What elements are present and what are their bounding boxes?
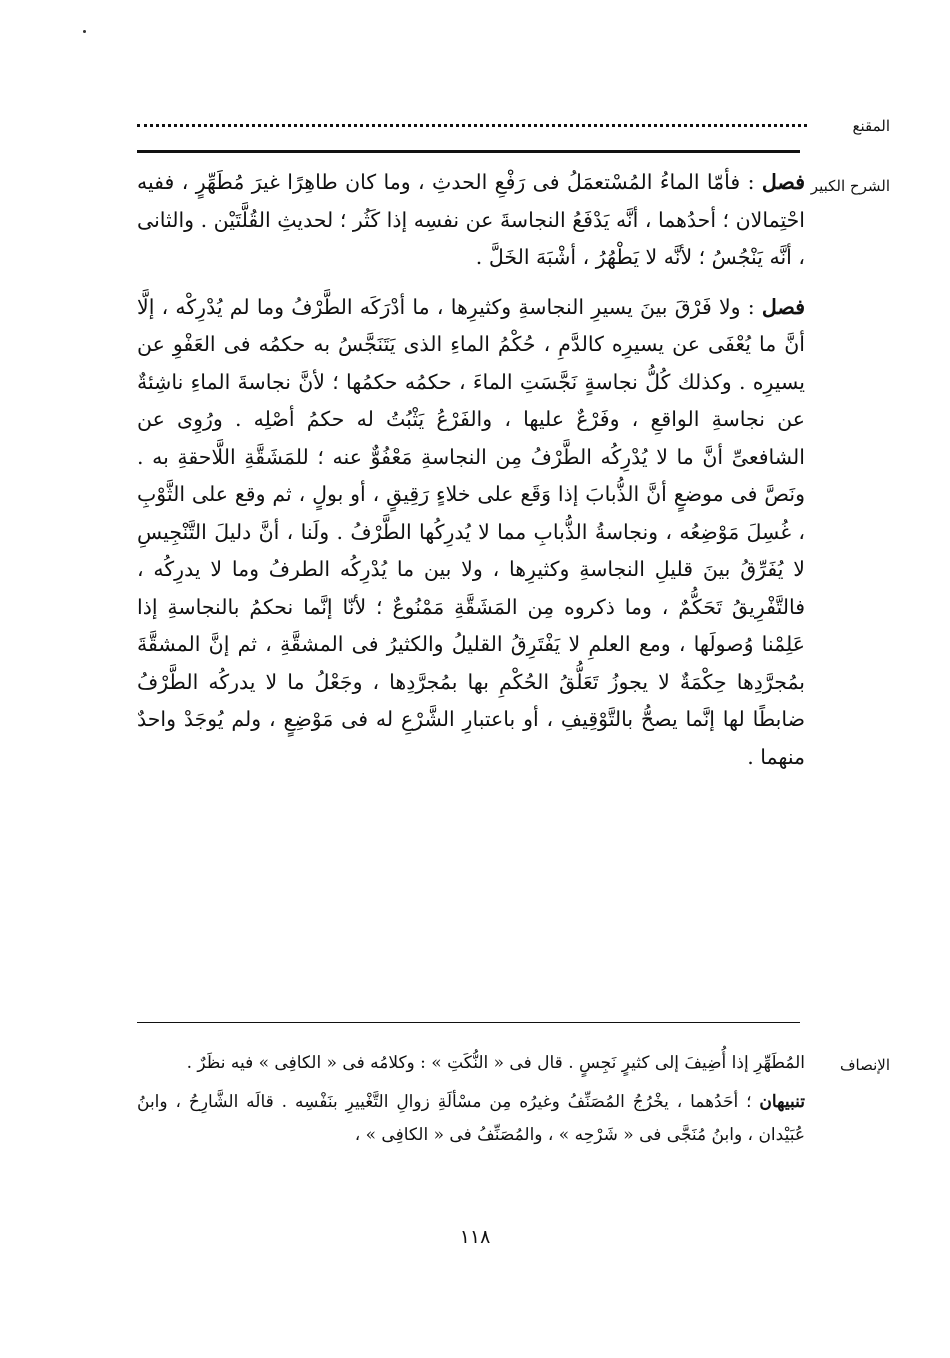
insaf-paragraph-1 bbox=[137, 1047, 805, 1080]
paragraph-text: المُطَهِّرِ إذا أُضِيفَ إلى كثيرٍ نَجِسٍ . قال فى « النُّكَتِ » : وكلامُه فى « الكافِى » فيه نظَرٌ . bbox=[186, 1053, 805, 1073]
running-header-title: المقنع bbox=[852, 117, 890, 135]
side-label-insaf: الإنصاف bbox=[839, 1056, 890, 1074]
scan-speck bbox=[83, 30, 86, 33]
section-keyword: تنبيهان bbox=[759, 1092, 805, 1112]
footnote-rule bbox=[137, 1022, 800, 1023]
insaf-paragraph-2 bbox=[137, 1086, 805, 1152]
header-dotted-leader bbox=[137, 112, 807, 127]
page-number: ١١٨ bbox=[459, 1226, 491, 1248]
paragraph-text: : ولا فَرْقَ بينَ يسيرِ النجاسةِ وكثيرِها ، ما أدْرَكَه الطَّرْفُ وما لم يُدْرِكْه ، إلَّا أنَّ ما يُعْفَى عن يسيرِه كالدَّمِ ، حُكْمُ الماءِ الذى يَتَنَجَّسُ به حكمُه فى العَفْوِ عن يسيرِه . وكذلك كُلُّ نجاسةٍ نَجَّسَتِ الماءَ ، حكمُه حكمُها ؛ لأنَّ نجاسةَ الماءِ ناشِئةٌ عن نجاسةِ الواقعِ ، وفَرْعٌ عليها ، والفَرْعُ يَثْبُتُ له حكمُ أصْلِه . ورُوِى عن الشافعىِّ أنَّ ما لا يُدْرِكُه الطَّرْفُ مِن النجاسةِ مَعْفُوٌّ عنه ؛ للمَشَقَّةِ اللَّاحقةِ به . ونَصَّ فى موضعٍ أنَّ الذُّبابَ إذا وَقَع على خلاءٍ رَقِيقٍ ، أو بولٍ ، ثم وقع على الثَّوْبِ ، غُسِلَ مَوْضِعُه ، ونجاسةُ الذُّبابِ مما لا يُدرِكُها الطَّرْفُ . ولَنا ، أنَّ دليلَ التَّنْجِيسِ لا يُفَرِّقُ بينَ قليلِ النجاسةِ وكثيرِها ، ولا بين ما يُدْرِكُه الطرفُ وما لا يدرِكُه ، فالتَّفْرِيقُ تَحَكُّمٌ ، وما ذكروه مِن المَشَقَّةِ مَمْنُوعٌ ؛ لأنّا إنَّما نحكمُ بالنجاسةِ إذا عَلِمْنا وُصولَها ، ومع العلمِ لا يَفْتَرِقُ القليلُ والكثيرُ فى المشقَّةِ ، ثم إنَّ المشقَّةَ بمُجرَّدِها حِكْمَةٌ لا يجوزُ تَعَلُّقُ الحُكْمِ بها بمُجرَّدِها ، وجَعْلُ ما لا يدركُه الطَّرْفُ ضابطًا لها إنَّما يصحُّ بالتَّوْقِيفِ ، أو باعتبارِ الشَّرْعِ له فى مَوْضِعٍ ، ولم يُوجَدْ واحدٌ منهما . bbox=[137, 294, 805, 769]
section-keyword: فصل bbox=[761, 294, 805, 319]
paragraph-text: : فأمّا الماءُ المُسْتعمَلُ فى رَفْعِ الحدثِ ، وما كان طاهِرًا غيرَ مُطَهِّرٍ ، ففيه احْتِمالان ؛ أحدُهما ، أنَّه يَدْفَعُ النجاسةَ عن نفسِه إذا كَثُر ؛ لحديثِ القُلَّتَيْن . والثانى ، أنَّه يَنْجُسُ ؛ لأنَّه لا يَطْهُرُ ، أشْبَهَ الخَلَّ . bbox=[137, 170, 805, 269]
main-paragraph-1 bbox=[137, 164, 805, 277]
paragraph-text: ؛ أحَدُهما ، يخْرُجُ المُصَنِّفُ وغيرُه مِن مسْألَةِ زوالِ التَّغْييرِ بنَفْسِه . قالَه الشَّارِحُ ، وابنُ عُبَيْدان ، وابنُ مُنَجَّى فى « شَرْحِه » ، والمُصَنِّفُ فى « الكافِى » ، bbox=[137, 1092, 805, 1145]
header-rule bbox=[137, 150, 800, 153]
main-paragraph-2 bbox=[137, 289, 805, 777]
side-label-sharh: الشرح الكبير bbox=[810, 177, 890, 195]
insaf-body bbox=[137, 1047, 805, 1158]
section-keyword: فصل bbox=[761, 170, 805, 194]
main-body bbox=[137, 164, 805, 788]
